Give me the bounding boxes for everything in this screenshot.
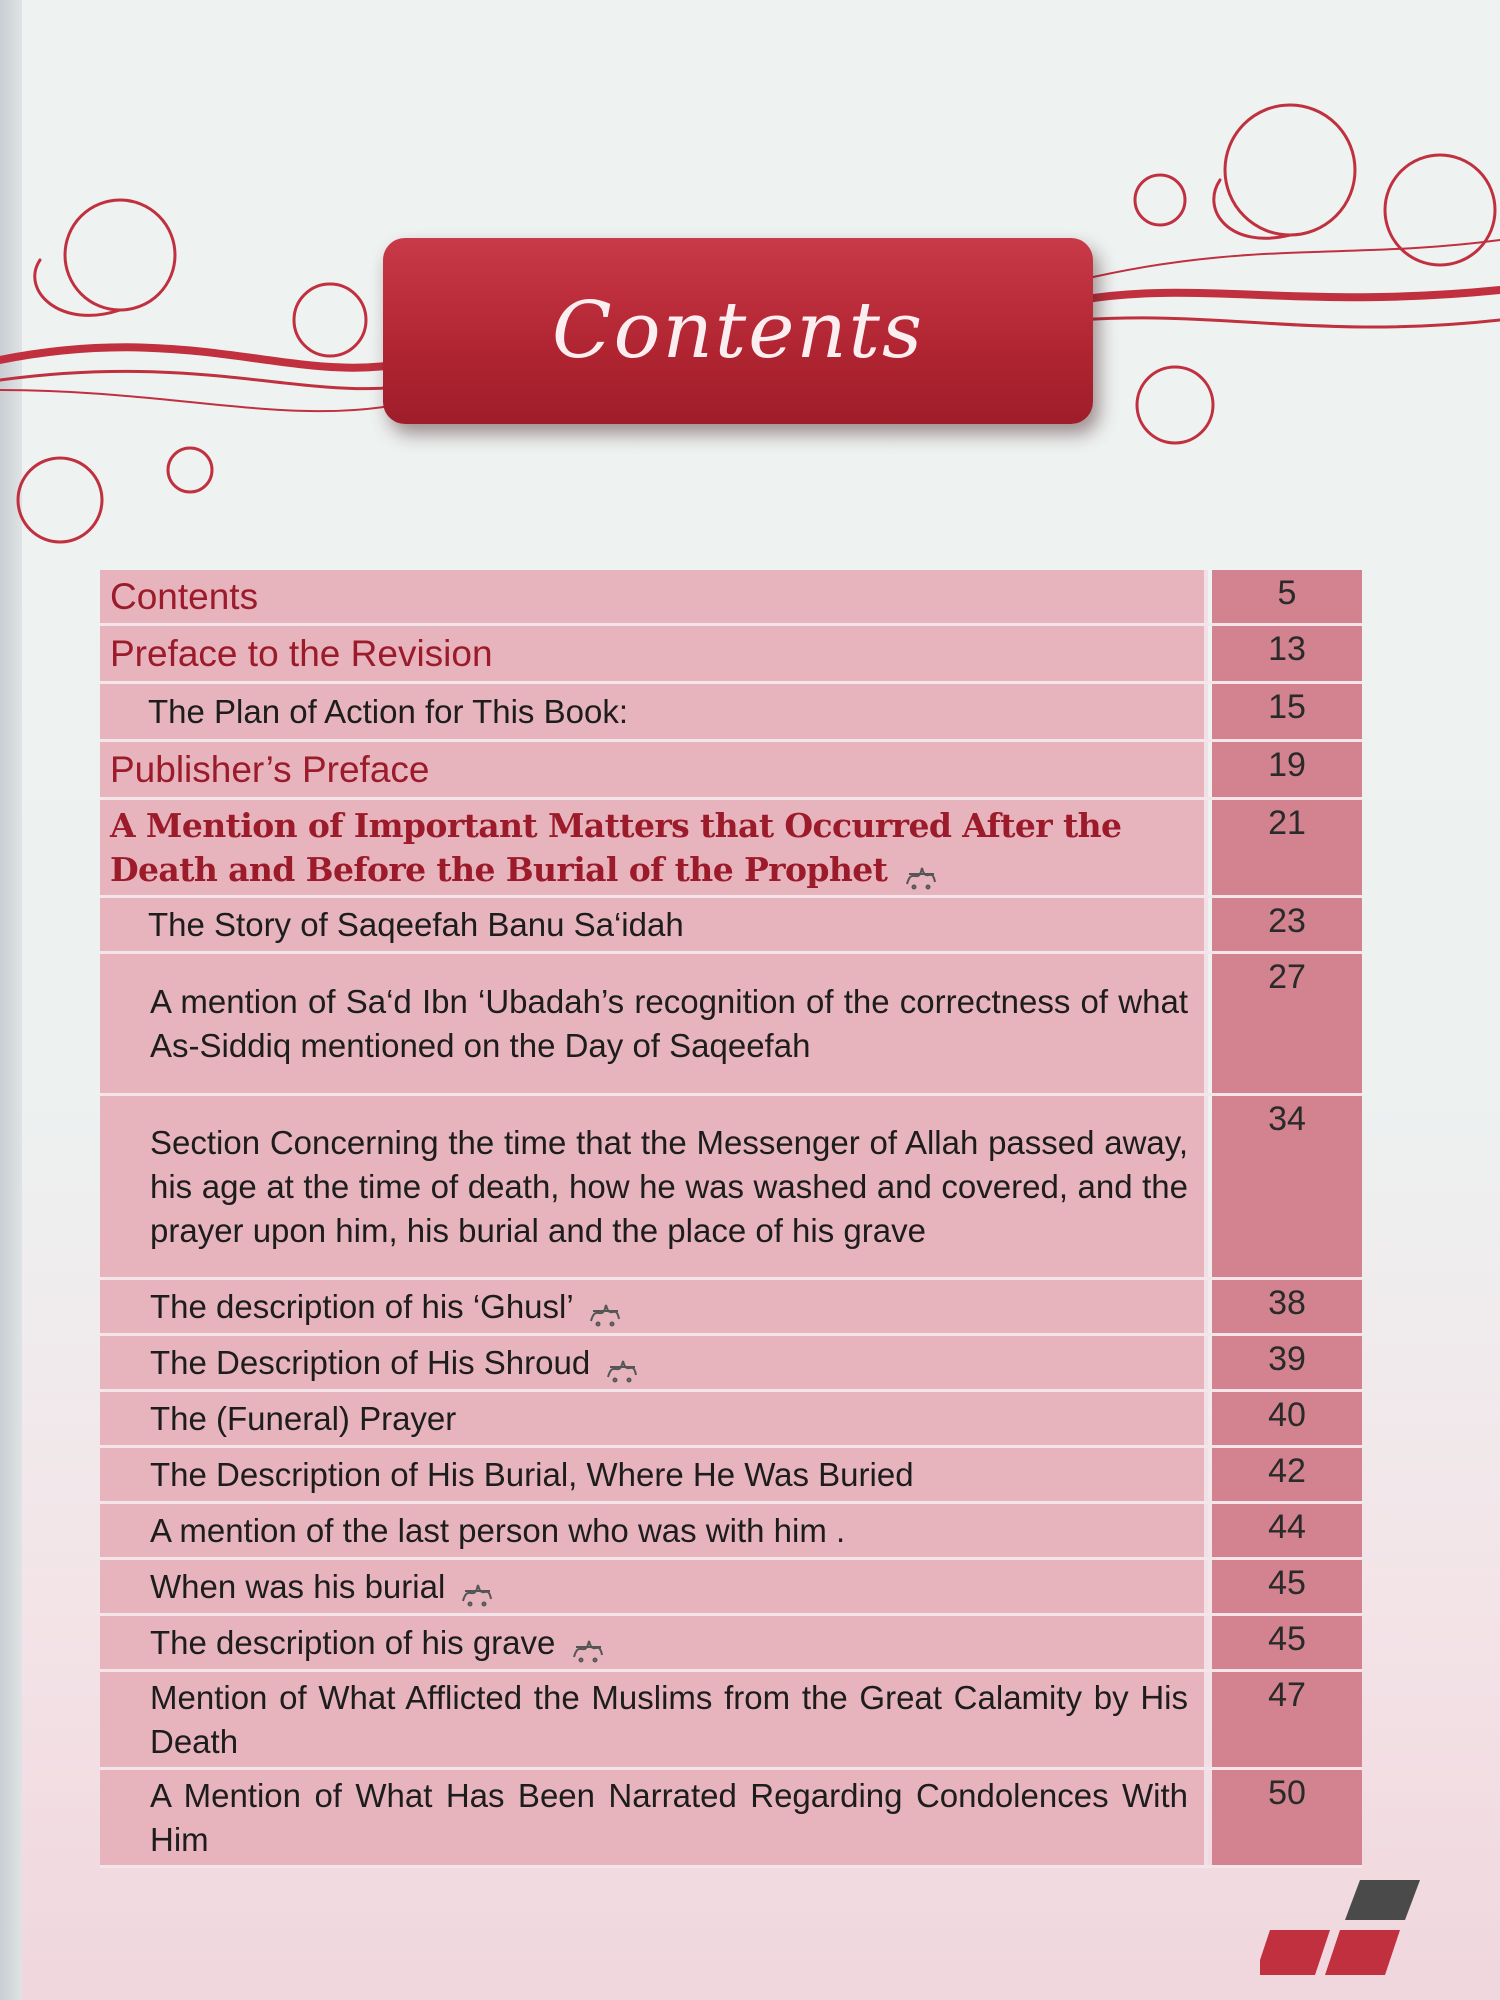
contents-title-banner: [383, 238, 1093, 424]
toc-entry-title: [100, 1672, 1208, 1767]
toc-entry-title: [100, 570, 1208, 623]
toc-entry-title: [100, 800, 1208, 895]
toc-page-number: 50: [1212, 1770, 1362, 1865]
toc-entry-title: [100, 1096, 1208, 1277]
toc-entry-title: [100, 742, 1208, 797]
toc-entry-label: Section Concerning the time that the Messenger of Allah passed away, his age at the time of death, how he was washed and covered, and the prayer upon him, his burial and the place of his grave: [150, 1123, 1188, 1249]
toc-page-number: 40: [1212, 1392, 1362, 1445]
toc-entry-label: The Plan of Action for This Book:: [148, 692, 628, 730]
toc-entry-label: Mention of What Afflicted the Muslims from the Great Calamity by His Death: [150, 1678, 1188, 1760]
toc-entry-label: Preface to the Revision: [110, 632, 493, 674]
toc-entry-label: A Mention of Important Matters that Occurred After the Death and Before the Burial of the Prophet: [110, 805, 1122, 889]
toc-entry-title: [100, 1336, 1208, 1389]
toc-entry-title: [100, 1448, 1208, 1501]
toc-page-number: 45: [1212, 1616, 1362, 1669]
toc-entry[interactable]: [100, 626, 1362, 684]
toc-entry[interactable]: [100, 570, 1362, 626]
toc-entry-label: The Description of His Shroud: [100, 1341, 655, 1385]
toc-page-number: 21: [1212, 800, 1362, 895]
toc-entry[interactable]: [100, 800, 1362, 898]
salutation-glyph-icon: [904, 857, 938, 887]
toc-page-number: 5: [1212, 570, 1362, 623]
toc-page-number: 42: [1212, 1448, 1362, 1501]
toc-entry-title: [100, 1392, 1208, 1445]
table-of-contents: [100, 570, 1362, 1898]
toc-entry-label: Publisher’s Preface: [110, 748, 430, 790]
toc-entry-label: Contents: [110, 575, 259, 617]
toc-entry[interactable]: [100, 1096, 1362, 1280]
toc-page-number: 23: [1212, 898, 1362, 951]
toc-entry-label: The Story of Saqeefah Banu Sa‘idah: [148, 905, 684, 943]
toc-entry-title: [100, 898, 1208, 951]
toc-page-number: 44: [1212, 1504, 1362, 1557]
toc-entry-title: [100, 954, 1208, 1093]
salutation-glyph-icon: [588, 1294, 622, 1324]
toc-entry-label: The (Funeral) Prayer: [150, 1399, 457, 1437]
toc-entry-title: [100, 626, 1208, 681]
toc-entry[interactable]: [100, 954, 1362, 1096]
toc-entry-title: [100, 1770, 1208, 1865]
toc-page-number: 47: [1212, 1672, 1362, 1767]
toc-entry[interactable]: [100, 1770, 1362, 1868]
toc-entry[interactable]: [100, 742, 1362, 800]
toc-page-number: 13: [1212, 626, 1362, 681]
toc-entry-title: [100, 1504, 1208, 1557]
page-corner-mark: [1260, 1870, 1460, 1980]
toc-entry[interactable]: [100, 1280, 1362, 1336]
toc-entry-title: [100, 1280, 1208, 1333]
toc-entry-title: [100, 1616, 1208, 1669]
toc-entry[interactable]: [100, 1672, 1362, 1770]
toc-entry[interactable]: [100, 898, 1362, 954]
toc-entry-label: The description of his ‘Ghusl’: [100, 1285, 638, 1329]
toc-page-number: 19: [1212, 742, 1362, 797]
toc-entry-label: The description of his grave: [100, 1621, 621, 1665]
toc-entry-title: [100, 684, 1208, 739]
toc-entry[interactable]: [100, 1616, 1362, 1672]
toc-entry-label: A mention of Sa‘d Ibn ‘Ubadah’s recognition of the correctness of what As-Siddiq mentioned on the Day of Saqeefah: [150, 982, 1188, 1064]
toc-entry[interactable]: [100, 684, 1362, 742]
toc-entry-title: [100, 1560, 1208, 1613]
toc-entry-label: When was his burial: [100, 1565, 510, 1609]
page-title: Contents: [552, 286, 924, 376]
toc-page-number: 15: [1212, 684, 1362, 739]
toc-entry-label: A mention of the last person who was with him .: [150, 1511, 846, 1549]
toc-entry-label: The Description of His Burial, Where He Was Buried: [150, 1455, 914, 1493]
salutation-glyph-icon: [605, 1350, 639, 1380]
toc-entry[interactable]: [100, 1448, 1362, 1504]
toc-entry[interactable]: [100, 1336, 1362, 1392]
toc-page-number: 27: [1212, 954, 1362, 1093]
toc-page-number: 45: [1212, 1560, 1362, 1613]
toc-page-number: 39: [1212, 1336, 1362, 1389]
salutation-glyph-icon: [571, 1630, 605, 1660]
toc-page-number: 34: [1212, 1096, 1362, 1277]
toc-entry[interactable]: [100, 1392, 1362, 1448]
toc-entry-label: A Mention of What Has Been Narrated Regarding Condolences With Him: [150, 1776, 1188, 1858]
toc-entry[interactable]: [100, 1504, 1362, 1560]
toc-entry[interactable]: [100, 1560, 1362, 1616]
salutation-glyph-icon: [460, 1574, 494, 1604]
toc-page-number: 38: [1212, 1280, 1362, 1333]
